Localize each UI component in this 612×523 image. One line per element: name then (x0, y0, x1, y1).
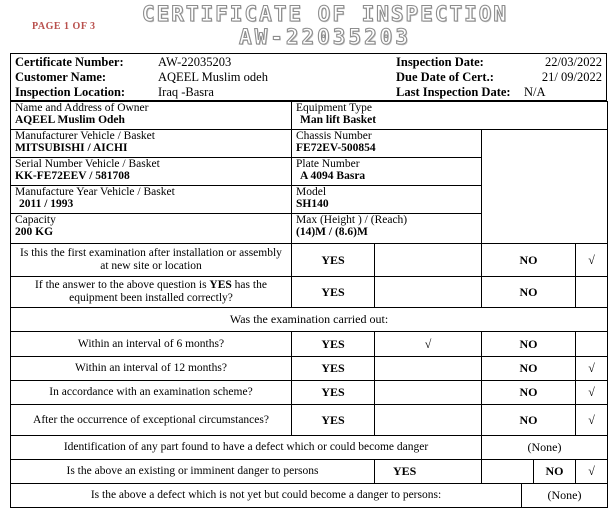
q7-text: Identification of any part found to have a defect which or could become danger (11, 436, 482, 460)
q4-yes-box (375, 357, 482, 381)
year-cell (11, 186, 292, 214)
location-value: Iraq -Basra (158, 85, 214, 100)
q8-no-check: √ (576, 460, 608, 484)
q9-row (11, 484, 608, 508)
q2-no-box (576, 277, 608, 308)
q2-row (11, 277, 608, 308)
exam-header: Was the examination carried out: (11, 308, 608, 332)
q8-text: Is the above an existing or imminent danger to persons (11, 460, 375, 484)
year-label: Manufacture Year Vehicle / Basket (15, 186, 175, 198)
q8-row (11, 460, 608, 484)
q2-text-post: has the equipment been installed correctly? (69, 279, 267, 304)
page-number: PAGE 1 OF 3 (32, 21, 96, 32)
q1-yes-box (375, 244, 482, 277)
max-cell (292, 214, 482, 244)
q8-yes-box (482, 460, 534, 484)
last-inspection-label: Last Inspection Date: (396, 85, 511, 100)
inspection-table (10, 101, 608, 508)
manufacturer-label: Manufacturer Vehicle / Basket (15, 130, 155, 142)
q2-no-label: NO (482, 277, 576, 308)
capacity-cell (11, 214, 292, 244)
certificate-id-title: AW-22035203 (238, 25, 412, 49)
insp-date-label: Inspection Date: (396, 54, 484, 69)
q3-yes-check: √ (375, 332, 482, 357)
equipment-type-cell (292, 102, 608, 130)
chassis-value: FE72EV-500854 (296, 142, 376, 154)
header-info (10, 53, 607, 101)
q1-yes-label: YES (292, 244, 375, 277)
year-value: 2011 / 1993 (19, 198, 74, 210)
manufacturer-value: MITSUBISHI / AICHI (15, 142, 128, 154)
plate-label: Plate Number (296, 158, 360, 170)
q2-text-yes: YES (209, 279, 232, 291)
q5-yes-box (375, 381, 482, 405)
equipment-type-label: Equipment Type (296, 102, 372, 114)
model-value: SH140 (296, 198, 329, 210)
q1-no-label: NO (482, 244, 576, 277)
q6-row (11, 405, 608, 436)
cert-no-label: Certificate Number: (15, 54, 124, 69)
serial-value: KK-FE72EEV / 581708 (15, 170, 130, 182)
q9-value: (None) (522, 484, 608, 508)
q1-row (11, 244, 608, 277)
q7-value: (None) (482, 436, 608, 460)
q4-no-label: NO (482, 357, 576, 381)
owner-label: Name and Address of Owner (15, 102, 149, 114)
blank-info-cell (482, 130, 608, 244)
q1-text: Is this the first examination after installation or assembly at new site or location (11, 244, 292, 277)
q2-text (11, 277, 292, 308)
q4-yes-label: YES (292, 357, 375, 381)
q1-no-check: √ (576, 244, 608, 277)
q7-row (11, 436, 608, 460)
q5-no-label: NO (482, 381, 576, 405)
q5-row (11, 381, 608, 405)
plate-cell (292, 158, 482, 186)
q6-no-label: NO (482, 405, 576, 436)
capacity-label: Capacity (15, 214, 56, 226)
q8-yes-label: YES (375, 460, 482, 484)
due-date-value: 21/ 09/2022 (541, 69, 602, 84)
q3-text: Within an interval of 6 months? (11, 332, 292, 357)
q8-no-label: NO (534, 460, 576, 484)
due-date-label: Due Date of Cert.: (396, 69, 494, 84)
owner-value: AQEEL Muslim Odeh (15, 114, 125, 126)
q2-yes-label: YES (292, 277, 375, 308)
customer-value: AQEEL Muslim odeh (158, 69, 268, 84)
equipment-type-value: Man lift Basket (300, 114, 377, 126)
plate-value: A 4094 Basra (300, 170, 366, 182)
capacity-value: 200 KG (15, 226, 54, 238)
customer-label: Customer Name: (15, 69, 107, 84)
q4-no-check: √ (576, 357, 608, 381)
q6-text: After the occurrence of exceptional circumstances? (11, 405, 292, 436)
max-label: Max (Height ) / (Reach) (296, 214, 408, 226)
q5-no-check: √ (576, 381, 608, 405)
q5-text: In accordance with an examination scheme? (11, 381, 292, 405)
last-inspection-value: N/A (524, 85, 546, 100)
manufacturer-cell (11, 130, 292, 158)
q2-text-pre: If the answer to the above question is (35, 279, 210, 291)
q3-row (11, 332, 608, 357)
q6-yes-label: YES (292, 405, 375, 436)
model-cell (292, 186, 482, 214)
q6-no-check: √ (576, 405, 608, 436)
serial-cell (11, 158, 292, 186)
q4-row (11, 357, 608, 381)
chassis-cell (292, 130, 482, 158)
model-label: Model (296, 186, 327, 198)
max-value: (14)M / (8.6)M (296, 226, 368, 238)
q6-yes-box (375, 405, 482, 436)
cert-no-value: AW-22035203 (158, 54, 232, 69)
chassis-label: Chassis Number (296, 130, 372, 142)
q4-text: Within an interval of 12 months? (11, 357, 292, 381)
document-title: CERTIFICATE OF INSPECTION (141, 2, 509, 26)
serial-label: Serial Number Vehicle / Basket (15, 158, 160, 170)
owner-cell (11, 102, 292, 130)
q2-yes-box (375, 277, 482, 308)
q3-no-box (576, 332, 608, 357)
q3-yes-label: YES (292, 332, 375, 357)
q9-text: Is the above a defect which is not yet but could become a danger to persons: (11, 484, 522, 508)
location-label: Inspection Location: (15, 85, 126, 100)
exam-header-row (11, 308, 608, 332)
q5-yes-label: YES (292, 381, 375, 405)
q3-no-label: NO (482, 332, 576, 357)
insp-date-value: 22/03/2022 (545, 54, 602, 69)
